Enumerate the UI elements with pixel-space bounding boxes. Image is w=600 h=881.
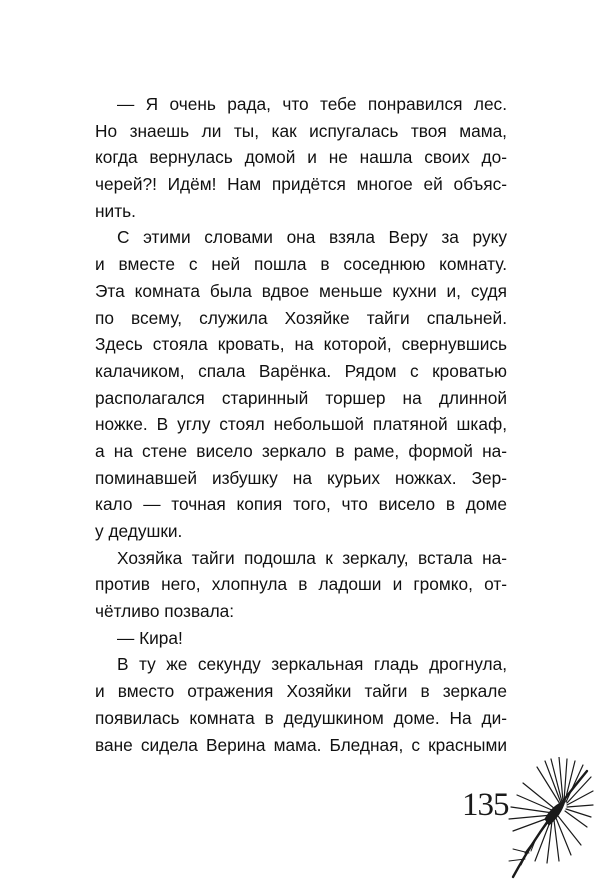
- text-line: и вместо отражения Хозяйки тайги в зеркале: [95, 681, 507, 702]
- text-line: Здесь стояла кровать, на которой, свернувшись: [95, 334, 507, 355]
- text-line: поминавшей избушку на курьих ножках. Зер-: [95, 467, 507, 488]
- page-number: 135: [462, 787, 509, 823]
- text-line: чётливо позвала:: [95, 601, 235, 622]
- text-line: ване сидела Верина мама. Бледная, с красными: [95, 734, 507, 755]
- text-line: против него, хлопнула в ладоши и громко, от-: [95, 574, 507, 595]
- text-line: появилась комната в дедушкином доме. На ди-: [95, 707, 507, 728]
- text-line: Хозяйка тайги подошла к зеркалу, встала на-: [117, 547, 507, 568]
- pine-branch-icon: [505, 757, 595, 881]
- book-page-text: [95, 91, 507, 758]
- text-line: а на стене висело зеркало в раме, формой на-: [95, 440, 507, 461]
- text-line: — Я очень рада, что тебе понравился лес.: [117, 94, 507, 114]
- text-line: и вместе с ней пошла в соседнюю комнату.: [95, 254, 507, 275]
- text-line: по всему, служила Хозяйке тайги спальней.: [95, 307, 507, 328]
- text-line: когда вернулась домой и не нашла своих до-: [95, 147, 507, 168]
- text-line: нить.: [95, 200, 136, 221]
- text-line: располагался старинный торшер на длинной: [95, 387, 507, 408]
- text-line: калачиком, спала Варёнка. Рядом с кроватью: [95, 360, 507, 381]
- text-line: кало — точная копия того, что висело в доме: [95, 494, 507, 515]
- text-line: — Кира!: [117, 627, 183, 648]
- text-line: С этими словами она взяла Веру за руку: [117, 227, 507, 248]
- text-line: В ту же секунду зеркальная гладь дрогнула,: [117, 654, 507, 675]
- text-line: ножке. В углу стоял небольшой платяной шкаф,: [95, 414, 507, 435]
- text-line: черей?! Идём! Нам придётся многое ей объяс-: [95, 174, 507, 195]
- text-line: Но знаешь ли ты, как испугалась твоя мама,: [95, 120, 507, 141]
- text-line: Эта комната была вдвое меньше кухни и, судя: [95, 280, 507, 301]
- text-line: у дедушки.: [95, 521, 183, 541]
